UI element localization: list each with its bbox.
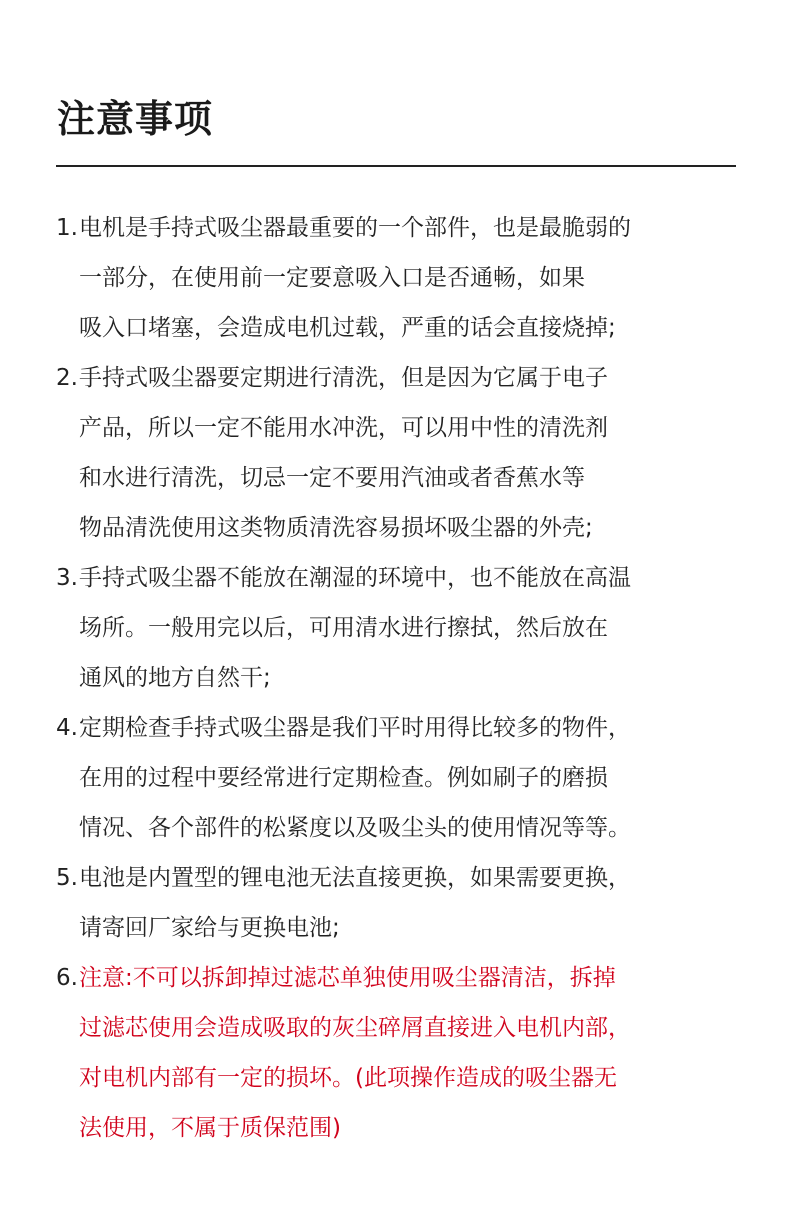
note-2 (0, 353, 790, 403)
note-line: 场所。一般用完以后，可用清水进行擦拭，然后放在 (79, 615, 608, 641)
note-6-warning (0, 953, 790, 1003)
note-3-line-3 (0, 653, 790, 703)
note-line: 物品清洗使用这类物质清洗容易损坏吸尘器的外壳; (79, 515, 593, 541)
notes-list (0, 203, 790, 1153)
title-divider (56, 165, 736, 167)
note-line: 情况、各个部件的松紧度以及吸尘头的使用情况等等。 (79, 815, 631, 841)
note-3-line-2 (0, 603, 790, 653)
note-line: 通风的地方自然干; (79, 665, 271, 691)
note-line: 手持式吸尘器不能放在潮湿的环境中，也不能放在高温 (79, 565, 631, 591)
note-line: 吸入口堵塞，会造成电机过载，严重的话会直接烧掉; (79, 315, 616, 341)
note-1 (0, 203, 790, 253)
note-5 (0, 853, 790, 903)
note-number: 1. (56, 215, 78, 241)
note-4-line-2 (0, 753, 790, 803)
note-2-line-2 (0, 403, 790, 453)
note-2-line-4 (0, 503, 790, 553)
warning-line: 注意:不可以拆卸掉过滤芯单独使用吸尘器清洁，拆掉 (79, 965, 616, 991)
note-line: 请寄回厂家给与更换电池; (79, 915, 340, 941)
warning-line: 法使用，不属于质保范围) (79, 1115, 341, 1141)
note-line: 在用的过程中要经常进行定期检查。例如刷子的磨损 (79, 765, 608, 791)
note-6-line-3 (0, 1053, 790, 1103)
note-6-line-2 (0, 1003, 790, 1053)
note-line: 产品，所以一定不能用水冲洗，可以用中性的清洗剂 (79, 415, 608, 441)
note-1-line-2 (0, 253, 790, 303)
note-number: 5. (56, 865, 78, 891)
note-line: 手持式吸尘器要定期进行清洗，但是因为它属于电子 (79, 365, 608, 391)
warning-line: 对电机内部有一定的损坏。(此项操作造成的吸尘器无 (79, 1065, 617, 1091)
note-line: 定期检查手持式吸尘器是我们平时用得比较多的物件， (79, 715, 631, 741)
note-4 (0, 703, 790, 753)
note-3 (0, 553, 790, 603)
note-line: 电机是手持式吸尘器最重要的一个部件，也是最脆弱的 (79, 215, 631, 241)
note-line: 和水进行清洗，切忌一定不要用汽油或者香蕉水等 (79, 465, 585, 491)
note-number: 2. (56, 365, 78, 391)
note-number: 3. (56, 565, 78, 591)
note-line: 一部分，在使用前一定要意吸入口是否通畅，如果 (79, 265, 585, 291)
note-number: 4. (56, 715, 78, 741)
warning-line: 过滤芯使用会造成吸取的灰尘碎屑直接进入电机内部， (79, 1015, 631, 1041)
note-6-line-4 (0, 1103, 790, 1153)
note-line: 电池是内置型的锂电池无法直接更换，如果需要更换， (79, 865, 631, 891)
note-5-line-2 (0, 903, 790, 953)
note-4-line-3 (0, 803, 790, 853)
page-title: 注意事项 (57, 97, 214, 141)
note-1-line-3 (0, 303, 790, 353)
note-number: 6. (56, 965, 78, 991)
note-2-line-3 (0, 453, 790, 503)
